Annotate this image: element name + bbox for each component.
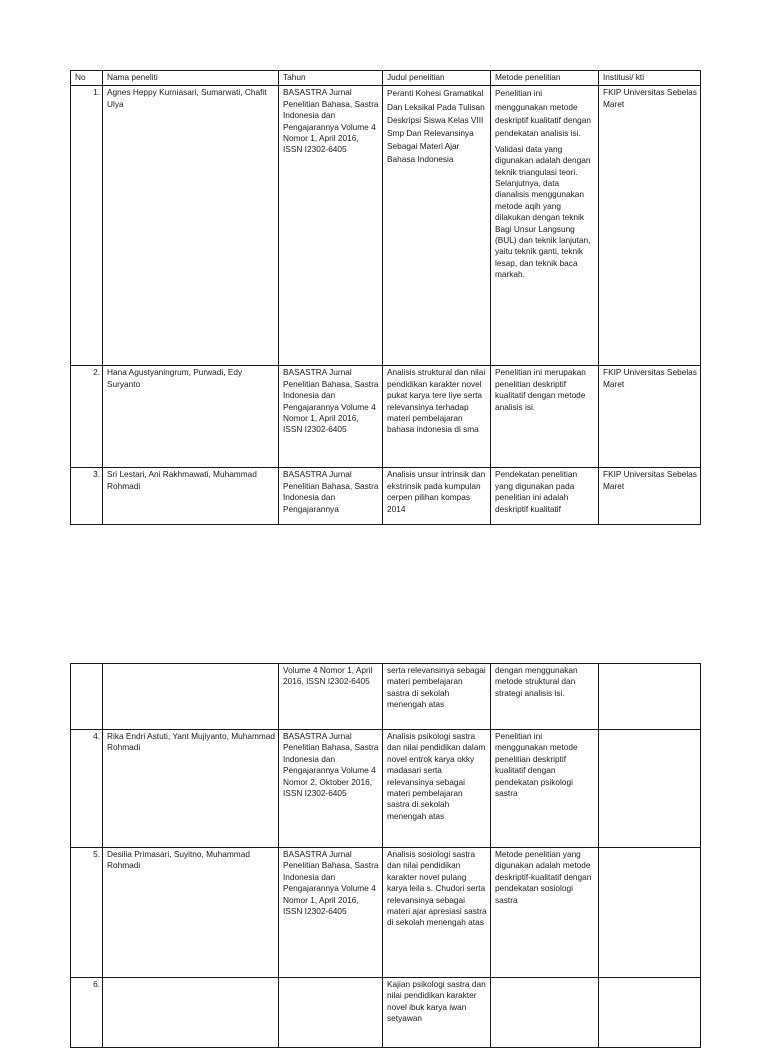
header-judul-penelitian: Judul penelitian	[383, 71, 491, 86]
research-method	[491, 86, 599, 366]
row-number: 2.	[71, 366, 103, 468]
method-validation-text: Validasi data yang digunakan adalah dengan teknik triangulasi teori. Selanjutnya, data dianalisis menggunakan metode aqih yang dilakukan dengan teknik Bagi Unsur Langsung (BUL) dan teknik lanjutan, yaitu teknik ganti, teknik lesap, dan teknik baca markah.	[495, 143, 591, 280]
institution: FKIP Universitas Sebelas Maret	[599, 86, 701, 366]
table-row	[71, 86, 701, 366]
institution: FKIP Universitas Sebelas Maret	[599, 468, 701, 525]
row-number: 5.	[71, 848, 103, 978]
journal-info: BASASTRA Jurnal Penelitian Bahasa, Sastra Indonesia dan Pengajarannya	[279, 468, 383, 525]
research-table-part-1	[70, 70, 701, 525]
header-nama-peneliti: Nama peneliti	[103, 71, 279, 86]
research-method: Penelitian ini merupakan penelitian deskriptif kualitatif dengan metode analisis isi.	[491, 366, 599, 468]
researcher-names	[103, 978, 279, 1048]
research-title: Peranti Kohesi Gramatikal Dan Leksikal Pada Tulisan Deskripsi Siswa Kelas VIII Smp Dan Relevansinya Sebagai Materi Ajar Bahasa Indonesia	[383, 86, 491, 366]
researcher-names: Agnes Heppy Kurniasari, Sumarwati, Chafit Ulya	[103, 86, 279, 366]
journal-info: BASASTRA Jurnal Penelitian Bahasa, Sastra Indonesia dan Pengajarannya Volume 4 Nomor 1, April 2016, ISSN I2302-6405	[279, 86, 383, 366]
table-row	[71, 366, 701, 468]
researcher-names: Sri Lestari, Ani Rakhmawati, Muhammad Rohmadi	[103, 468, 279, 525]
row-number	[71, 664, 103, 730]
researcher-names: Rika Endri Astuti, Yant Mujiyanto, Muhammad Rohmadi	[103, 730, 279, 848]
research-title: Kajian psikologi sastra dan nilai pendidikan karakter novel ibuk karya iwan setyawan	[383, 978, 491, 1048]
table-row	[71, 468, 701, 525]
institution	[599, 978, 701, 1048]
research-method: Penelitian ini menggunakan metode penelitian deskriptif kualitatif dengan pendekatan psikologi sastra	[491, 730, 599, 848]
row-number: 4.	[71, 730, 103, 848]
institution	[599, 848, 701, 978]
table-header-row	[71, 71, 701, 86]
research-method: Pendekatan penelitian yang digunakan pada penelitian ini adalah deskriptif kualitatif	[491, 468, 599, 525]
table-row	[71, 730, 701, 848]
row-number: 6.	[71, 978, 103, 1048]
header-no: No	[71, 71, 103, 86]
research-title: Analisis struktural dan nilai pendidikan karakter novel pukat karya tere liye serta relevansinya terhadap materi pembelajaran bahasa indonesia di sma	[383, 366, 491, 468]
header-institusi: Institusi/ kti	[599, 71, 701, 86]
research-title: Analisis psikologi sastra dan nilai pendidikan dalam novel entrok karya okky madasari serta relevansinya sebagai materi pembelajaran sastra di sekolah menengah atas	[383, 730, 491, 848]
research-method: Metode penelitian yang digunakan adalah metode deskriptif-kualitatif dengan pendekatan sosiologi sastra	[491, 848, 599, 978]
journal-info: BASASTRA Jurnal Penelitian Bahasa, Sastra Indonesia dan Pengajarannya Volume 4 Nomor 1, April 2016, ISSN I2302-6405	[279, 848, 383, 978]
research-title: Analisis sosiologi sastra dan nilai pendidikan karakter novel pulang karya leila s. Chudori serta relevansinya sebagai materi ajar apresiasi sastra di sekolah menengah atas	[383, 848, 491, 978]
header-tahun: Tahun	[279, 71, 383, 86]
journal-info	[279, 978, 383, 1048]
row-number: 1.	[71, 86, 103, 366]
method-text: Penelitian ini menggunakan metode deskriptif kualitatif dengan pendekatan analisis isi.	[495, 88, 591, 138]
research-title: serta relevansinya sebagai materi pembelajaran sastra di sekolah menengah atas	[383, 664, 491, 730]
table-row	[71, 664, 701, 730]
researcher-names	[103, 664, 279, 730]
institution	[599, 664, 701, 730]
research-method	[491, 978, 599, 1048]
researcher-names: Desilia Primasari, Suyitno, Muhammad Rohmadi	[103, 848, 279, 978]
researcher-names: Hana Agustyaningrum, Purwadi, Edy Suryanto	[103, 366, 279, 468]
institution: FKIP Universitas Sebelas Maret	[599, 366, 701, 468]
journal-info: BASASTRA Jurnal Penelitian Bahasa, Sastra Indonesia dan Pengajarannya Volume 4 Nomor 2, Oktober 2016, ISSN I2302-6405	[279, 730, 383, 848]
journal-info: Volume 4 Nomor 1, April 2016, ISSN I2302-6405	[279, 664, 383, 730]
research-table-part-2	[70, 663, 701, 1048]
journal-info: BASASTRA Jurnal Penelitian Bahasa, Sastra Indonesia dan Pengajarannya Volume 4 Nomor 1, April 2016, ISSN I2302-6405	[279, 366, 383, 468]
table-row	[71, 978, 701, 1048]
table-row	[71, 848, 701, 978]
row-number: 3.	[71, 468, 103, 525]
research-method: dengan menggunakan metode struktural dan strategi analisis isi.	[491, 664, 599, 730]
institution	[599, 730, 701, 848]
header-metode-penelitian: Metode penelitian	[491, 71, 599, 86]
research-title: Analisis unsur intrinsik dan ekstrinsik pada kumpulan cerpen pilihan kompas 2014	[383, 468, 491, 525]
